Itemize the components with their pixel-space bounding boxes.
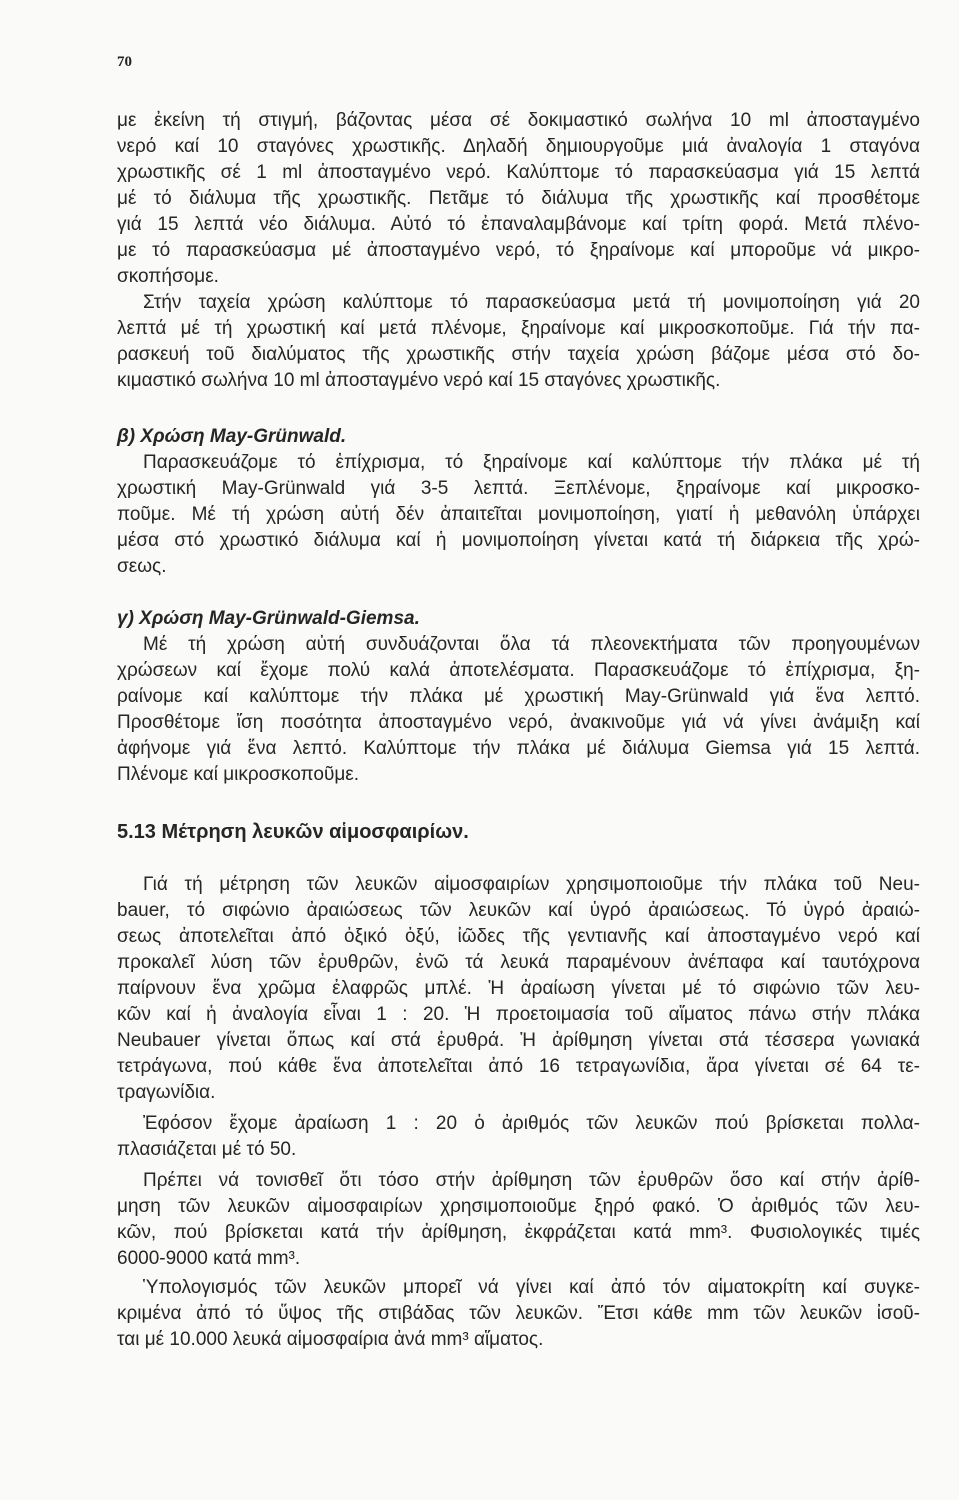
text-line: χρωστική May-Grünwald γιά 3-5 λεπτά. Ξεπλένομε, ξηραίνομε καί μικροσκο- <box>117 478 920 499</box>
text-line: Μέ τή χρώση αὐτή συνδυάζονται ὅλα τά πλεονεκτήματα τῶν προηγουμένων <box>143 634 920 655</box>
page-number: 70 <box>117 54 132 70</box>
text-line: Παρασκευάζομε τό ἐπίχρισμα, τό ξηραίνομε καί καλύπτομε τήν πλάκα μέ τή <box>143 452 920 473</box>
text-line: ραίνομε καί καλύπτομε τήν πλάκα μέ χρωστική May-Grünwald γιά ἕνα λεπτό. <box>117 686 920 707</box>
text-line: ποῦμε. Μέ τή χρώση αὐτή δέν ἀπαιτεῖται μονιμοποίηση, γιατί ἡ μεθανόλη ὑπάρχει <box>117 504 920 525</box>
text-line: Στήν ταχεία χρώση καλύπτομε τό παρασκεύασμα μετά τή μονιμοποίηση γιά 20 <box>143 292 920 313</box>
paragraph <box>117 450 920 580</box>
text-line: σεως ἀποτελεῖται ἀπό ὀξικό ὀξύ, ἰῶδες τῆς γεντιανῆς καί ἀποσταγμένο νερό καί <box>117 926 920 947</box>
text-line: προκαλεῖ λύση τῶν ἐρυθρῶν, ἐνῶ τά λευκά παραμένουν ἀνέπαφα καί ταυτόχρονα <box>117 952 920 973</box>
paragraph <box>117 290 920 394</box>
paragraph <box>117 108 920 290</box>
text-block <box>117 108 920 1353</box>
text-line: με ἐκείνη τή στιγμή, βάζοντας μέσα σέ δοκιμαστικό σωλήνα 10 ml ἀποσταγμένο <box>117 110 920 131</box>
text-line: κριμένα ἀπό τό ὕψος τῆς στιβάδας τῶν λευκῶν. Ἔτσι κάθε mm τῶν λευκῶν ἰσοῦ- <box>117 1303 920 1324</box>
paragraph <box>117 1275 920 1353</box>
text-line: μέσα στό χρωστικό διάλυμα καί ἡ μονιμοποίηση γίνεται κατά τή διάρκεια τῆς χρώ- <box>117 530 920 551</box>
text-line: μηση τῶν λευκῶν αἱμοσφαιρίων χρησιμοποιοῦμε ξηρό φακό. Ὁ ἀριθμός τῶν λευ- <box>117 1196 920 1217</box>
text-line: χρωστικῆς σέ 1 ml ἀποσταγμένο νερό. Καλύπτομε τό παρασκεύασμα γιά 15 λεπτά <box>117 162 920 183</box>
text-line: bauer, τό σιφώνιο ἀραιώσεως τῶν λευκῶν καί ὑγρό ἀραιώσεως. Τό ὑγρό ἀραιώ- <box>117 900 920 921</box>
text-line: με τό παρασκεύασμα μέ ἀποσταγμένο νερό, τό ξηραίνομε καί μποροῦμε νά μικρο- <box>117 240 920 261</box>
subsection-heading: γ) Χρώση May-Grünwald-Giemsa. <box>117 608 420 629</box>
text-line: Προσθέτομε ἴση ποσότητα ἀποσταγμένο νερό, ἀνακινοῦμε γιά νά γίνει ἀνάμιξη καί <box>117 712 920 733</box>
text-line: Neubauer γίνεται ὅπως καί στά ἐρυθρά. Ἡ ἀρίθμηση γίνεται στά τέσσερα γωνιακά <box>117 1030 920 1051</box>
paragraph <box>117 1111 920 1163</box>
text-line: κιμαστικό σωλήνα 10 ml ἀποσταγμένο νερό καί 15 σταγόνες χρωστικῆς. <box>117 370 721 391</box>
paragraph <box>117 872 920 1106</box>
paragraph <box>117 1168 920 1272</box>
text-line: Πλένομε καί μικροσκοποῦμε. <box>117 764 360 785</box>
text-line: τετράγωνα, πού κάθε ἕνα ἀποτελεῖται ἀπό 16 τετραγωνίδια, ἄρα γίνεται σέ 64 τε- <box>117 1056 920 1077</box>
text-line: Γιά τή μέτρηση τῶν λευκῶν αἱμοσφαιρίων χρησιμοποιοῦμε τήν πλάκα τοῦ Neu- <box>143 874 920 895</box>
paragraph <box>117 632 920 788</box>
text-line: νερό καί 10 σταγόνες χρωστικῆς. Δηλαδή δημιουργοῦμε μιά ἀναλογία 1 σταγόνα <box>117 136 920 157</box>
text-line: παίρνουν ἕνα χρῶμα ἐλαφρῶς μπλέ. Ἡ ἀραίωση γίνεται μέ τό σιφώνιο τῶν λευ- <box>117 978 920 999</box>
text-line: πλασιάζεται μέ τό 50. <box>117 1139 297 1160</box>
text-line: ρασκευή τοῦ διαλύματος τῆς χρωστικῆς στήν ταχεία χρώση βάζομε μέσα στό δο- <box>117 344 920 365</box>
section-heading: 5.13 Μέτρηση λευκῶν αἱμοσφαιρίων. <box>117 821 469 843</box>
text-line: λεπτά μέ τή χρωστική καί μετά πλένομε, ξηραίνομε καί μικροσκοποῦμε. Γιά τήν πα- <box>117 318 920 339</box>
text-line: Πρέπει νά τονισθεῖ ὅτι τόσο στήν ἀρίθμηση τῶν ἐρυθρῶν ὅσο καί στήν ἀρίθ- <box>143 1170 920 1191</box>
text-line: χρώσεων καί ἔχομε πολύ καλά ἀποτελέσματα. Παρασκευάζομε τό ἐπίχρισμα, ξη- <box>117 660 920 681</box>
text-line: τραγωνίδια. <box>117 1082 216 1103</box>
text-line: ἀφήνομε γιά ἕνα λεπτό. Καλύπτομε τήν πλάκα μέ διάλυμα Giemsa γιά 15 λεπτά. <box>117 738 920 759</box>
text-line: 6000-9000 κατά mm³. <box>117 1248 301 1269</box>
subsection-heading: β) Χρώση May-Grünwald. <box>117 426 347 447</box>
text-line: ται μέ 10.000 λευκά αἱμοσφαίρια ἀνά mm³ αἵματος. <box>117 1329 544 1350</box>
text-line: κῶν καί ἡ ἀναλογία εἶναι 1 : 20. Ἡ προετοιμασία τοῦ αἵματος πάνω στήν πλάκα <box>117 1004 920 1025</box>
text-line: μέ τό διάλυμα τῆς χρωστικῆς. Πετᾶμε τό διάλυμα τῆς χρωστικῆς καί προσθέτομε <box>117 188 920 209</box>
text-line: σκοπήσομε. <box>117 266 219 287</box>
text-line: γιά 15 λεπτά νέο διάλυμα. Αὐτό τό ἐπαναλαμβάνομε καί τρίτη φορά. Μετά πλένο- <box>117 214 920 235</box>
text-line: κῶν, πού βρίσκεται κατά τήν ἀρίθμηση, ἐκφράζεται κατά mm³. Φυσιολογικές τιμές <box>117 1222 920 1243</box>
text-line: Ἐφόσον ἔχομε ἀραίωση 1 : 20 ὁ ἀριθμός τῶν λευκῶν πού βρίσκεται πολλα- <box>143 1113 920 1134</box>
text-line: Ὑπολογισμός τῶν λευκῶν μπορεῖ νά γίνει καί ἀπό τόν αἱματοκρίτη καί συγκε- <box>143 1277 920 1298</box>
text-line: σεως. <box>117 556 167 577</box>
